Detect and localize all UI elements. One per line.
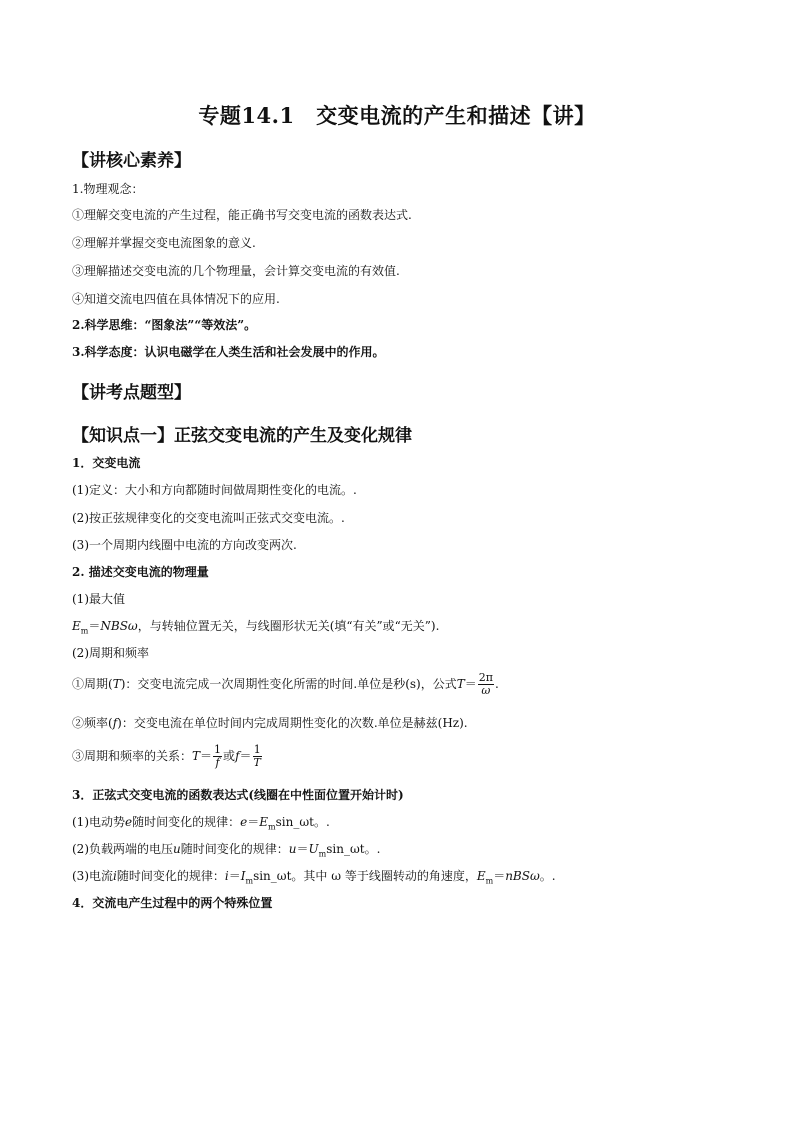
relation-text: ③周期和频率的关系： <box>72 749 193 763</box>
voltage-law-line <box>72 840 380 858</box>
relation-fraction-1 <box>213 744 222 769</box>
equals-sign: ＝ <box>247 815 260 829</box>
section-2-para-2: (2)周期和频率 <box>72 646 149 660</box>
voltage-text-c: 随时间变化的规律： <box>180 842 289 856</box>
symbol-i-upper: I <box>240 869 246 883</box>
exam-topics-heading: 【讲考点题型】 <box>72 383 191 403</box>
symbol-u: u <box>288 842 297 856</box>
equals-sign: ＝ <box>493 869 506 883</box>
subscript-m: m <box>485 876 494 886</box>
fraction-denominator: ω <box>481 684 491 697</box>
section-1-para-2: (2)按正弦规律变化的交变电流叫正弦式交变电流。. <box>72 511 345 525</box>
voltage-end: 。. <box>364 842 381 856</box>
symbol-e: E <box>72 619 81 633</box>
relation-or: 或 <box>223 749 236 763</box>
relation-fraction-2 <box>253 744 262 769</box>
voltage-text-a: (2)负载两端的电压 <box>72 842 173 856</box>
symbol-u: u <box>173 842 181 856</box>
symbol-i: i <box>113 869 117 883</box>
frequency-text-c: )：交变电流在单位时间内完成周期性变化的次数.单位是赫兹(Hz). <box>117 716 468 730</box>
symbol-e: E <box>259 815 269 829</box>
symbol-e-lower: e <box>125 815 133 829</box>
section-1-title: 1．交变电流 <box>72 456 141 470</box>
symbol-t: T <box>456 677 465 691</box>
equals-sign: ＝ <box>464 677 477 691</box>
period-end: . <box>495 677 499 691</box>
symbol-f: f <box>235 749 240 763</box>
emf-end: 。. <box>313 815 330 829</box>
core-literacy-heading: 【讲核心素养】 <box>72 151 191 171</box>
max-value-text: ，与转轴位置无关，与线圈形状无关(填“有关”或“无关”). <box>137 619 440 633</box>
section-1-para-3: (3)一个周期内线圈中电流的方向改变两次. <box>72 538 297 552</box>
fraction-numerator: 1 <box>253 743 261 756</box>
max-value-line <box>72 617 439 635</box>
core-item-2: 2.科学思维：“图象法”“等效法”。 <box>72 318 257 332</box>
equals-sign: ＝ <box>88 619 101 633</box>
core-item-3: 3.科学态度：认识电磁学在人类生活和社会发展中的作用。 <box>72 345 385 359</box>
section-2-para-1: (1)最大值 <box>72 592 125 606</box>
core-point-4: ④知道交流电四值在具体情况下的应用. <box>72 292 280 306</box>
emf-law-line <box>72 813 330 831</box>
frequency-text-a: ②频率( <box>72 716 113 730</box>
core-item-1: 1.物理观念： <box>72 182 144 196</box>
symbol-u-upper: U <box>308 842 319 856</box>
fraction-numerator: 2π <box>478 671 493 684</box>
equals-sign: ＝ <box>239 749 252 763</box>
subscript-m: m <box>245 876 254 886</box>
symbol-e: E <box>476 869 486 883</box>
current-text-a: (3)电流 <box>72 869 113 883</box>
symbol-t: T <box>112 677 121 691</box>
equals-sign: ＝ <box>228 869 241 883</box>
period-text-a: ①周期( <box>72 677 113 691</box>
core-point-3: ③理解描述交变电流的几个物理量，会计算交变电流的有效值. <box>72 264 400 278</box>
period-frequency-relation-line <box>72 744 263 769</box>
symbol-t: T <box>192 749 201 763</box>
sine-term: sin_ωt <box>275 815 314 829</box>
page-title: 专题14.1 交变电流的产生和描述【讲】 <box>198 103 596 128</box>
section-3-title: 3．正弦式交变电流的函数表达式(线圈在中性面位置开始计时) <box>72 788 404 802</box>
fraction-numerator: 1 <box>214 743 222 756</box>
current-law-line <box>72 867 556 885</box>
period-line <box>72 672 499 697</box>
subscript-m: m <box>80 626 89 636</box>
emf-text-a: (1)电动势 <box>72 815 125 829</box>
current-text-c: 随时间变化的规律： <box>116 869 225 883</box>
formula-nbs-omega: nBSω <box>505 869 540 883</box>
current-text-h: 。其中 ω 等于线圈转动的角速度， <box>291 869 477 883</box>
section-4-title: 4．交流电产生过程中的两个特殊位置 <box>72 896 273 910</box>
equals-sign: ＝ <box>200 749 213 763</box>
period-text-c: )：交变电流完成一次周期性变化所需的时间.单位是秒(s)，公式 <box>120 677 457 691</box>
core-point-2: ②理解并掌握交变电流图象的意义. <box>72 236 256 250</box>
symbol-f: f <box>112 716 118 730</box>
equals-sign: ＝ <box>296 842 309 856</box>
knowledge-point-1-heading: 【知识点一】正弦交变电流的产生及变化规律 <box>72 426 412 446</box>
symbol-i: i <box>224 869 229 883</box>
formula-nbs-omega: NBSω <box>100 619 138 633</box>
fraction-denominator: f <box>215 756 220 769</box>
frequency-line <box>72 714 468 731</box>
subscript-m: m <box>268 822 276 832</box>
section-2-title: 2. 描述交变电流的物理量 <box>72 565 209 579</box>
core-point-1: ①理解交变电流的产生过程，能正确书写交变电流的函数表达式. <box>72 208 412 222</box>
section-1-para-1: (1)定义：大小和方向都随时间做周期性变化的电流。. <box>72 483 357 497</box>
current-end: 。. <box>539 869 556 883</box>
period-fraction <box>478 672 494 697</box>
fraction-denominator: T <box>253 756 261 769</box>
emf-text-c: 随时间变化的规律： <box>132 815 241 829</box>
symbol-e-lower: e <box>240 815 248 829</box>
sine-term: sin_ωt <box>326 842 365 856</box>
subscript-m: m <box>318 849 327 859</box>
sine-term: sin_ωt <box>253 869 292 883</box>
